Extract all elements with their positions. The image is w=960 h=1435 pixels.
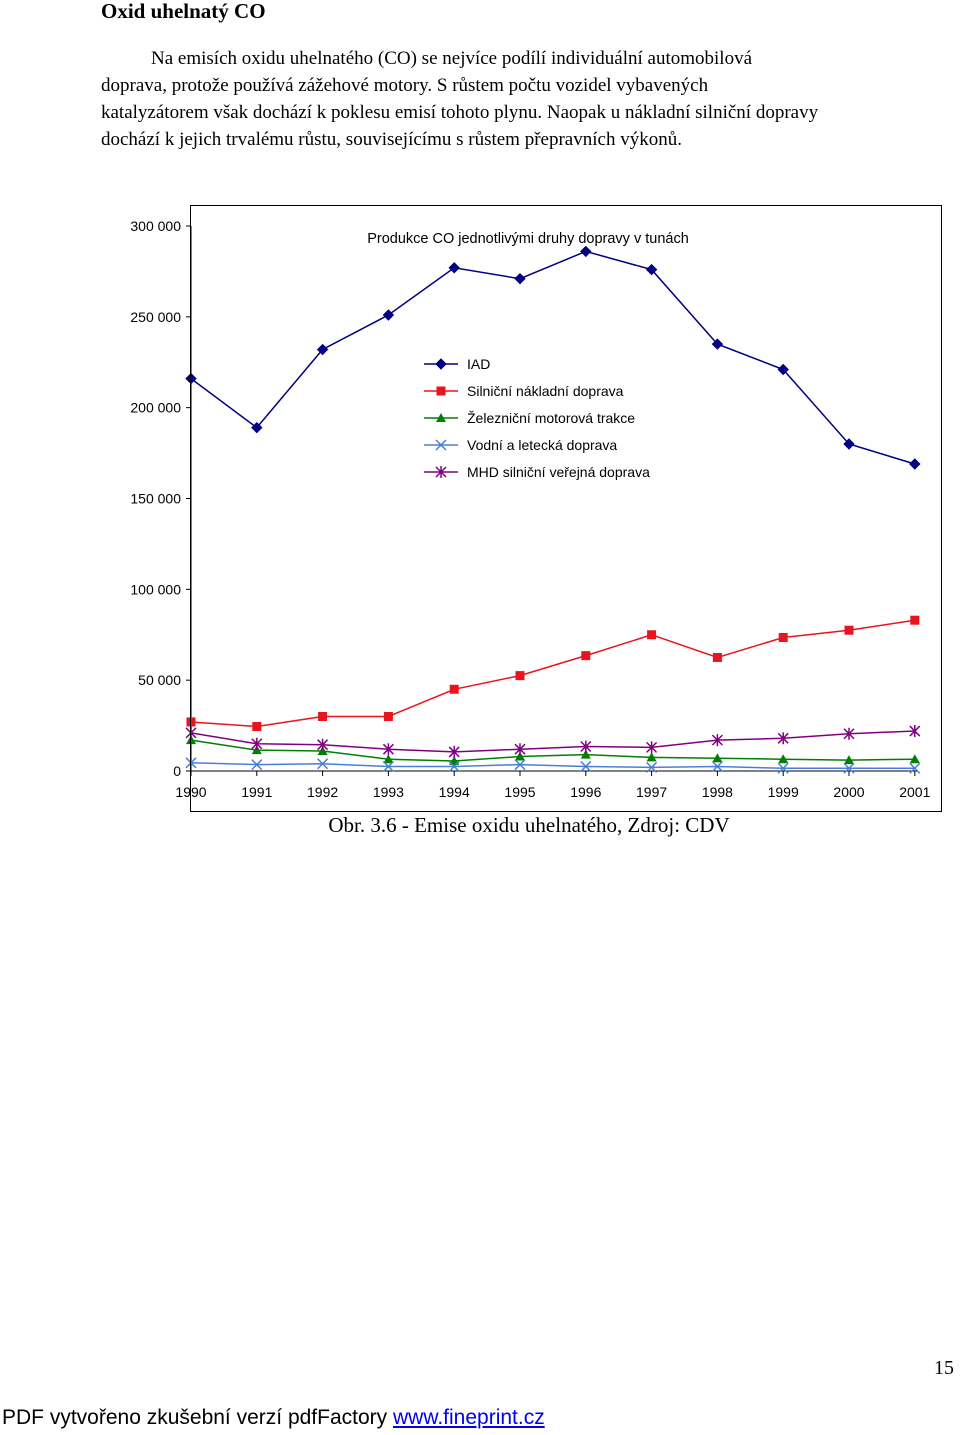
legend-label: MHD silniční veřejná doprava — [467, 464, 650, 480]
footer-text: PDF vytvořeno zkušební verzí pdfFactory — [2, 1406, 393, 1429]
x-tick-label: 1993 — [372, 784, 404, 800]
paragraph-line: Na emisích oxidu uhelnatého (CO) se nejvíce podílí individuální automobilová — [151, 48, 753, 69]
legend-label: Silniční nákladní doprava — [467, 383, 624, 399]
paragraph-line: katalyzátorem však dochází k poklesu emisí tohoto plynu. Naopak u nákladní silniční dopravy — [101, 102, 819, 123]
x-tick-label: 1994 — [438, 784, 470, 800]
y-tick-label: 100 000 — [130, 581, 181, 598]
x-tick-label: 1991 — [241, 784, 273, 800]
chart-frame — [190, 205, 942, 812]
pdf-footer — [2, 1406, 545, 1430]
y-tick-label: 200 000 — [130, 399, 181, 416]
y-tick-label: 50 000 — [138, 672, 181, 689]
footer-link[interactable]: www.fineprint.cz — [392, 1406, 545, 1429]
x-tick-label: 1997 — [636, 784, 668, 800]
page-number: 15 — [934, 1357, 954, 1379]
x-tick-label: 1992 — [307, 784, 339, 800]
chart-title: Produkce CO jednotlivými druhy dopravy v tunách — [367, 231, 689, 247]
x-tick-label: 1999 — [767, 784, 799, 800]
y-tick-label: 250 000 — [130, 308, 181, 325]
x-tick-label: 2000 — [833, 784, 865, 800]
figure-caption: Obr. 3.6 - Emise oxidu uhelnatého, Zdroj: CDV — [328, 813, 730, 837]
legend-label: Vodní a letecká doprava — [467, 437, 618, 453]
x-tick-label: 1996 — [570, 784, 602, 800]
x-tick-label: 1998 — [701, 784, 733, 800]
legend-label: Železniční motorová trakce — [467, 410, 636, 426]
y-tick-label: 0 — [173, 763, 181, 779]
y-tick-label: 150 000 — [130, 490, 181, 507]
paragraph-line: dochází k jejich trvalému růstu, souvisejícímu s růstem přepravních výkonů. — [101, 129, 682, 150]
x-tick-label: 2001 — [899, 784, 931, 800]
y-tick-label: 300 000 — [130, 218, 181, 234]
x-tick-label: 1995 — [504, 784, 536, 800]
x-tick-label: 1990 — [175, 784, 207, 800]
paragraph-line: doprava, protože používá zážehové motory. S růstem počtu vozidel vybavených — [101, 75, 709, 96]
legend-label: IAD — [467, 356, 491, 372]
section-heading: Oxid uhelnatý CO — [101, 0, 266, 23]
